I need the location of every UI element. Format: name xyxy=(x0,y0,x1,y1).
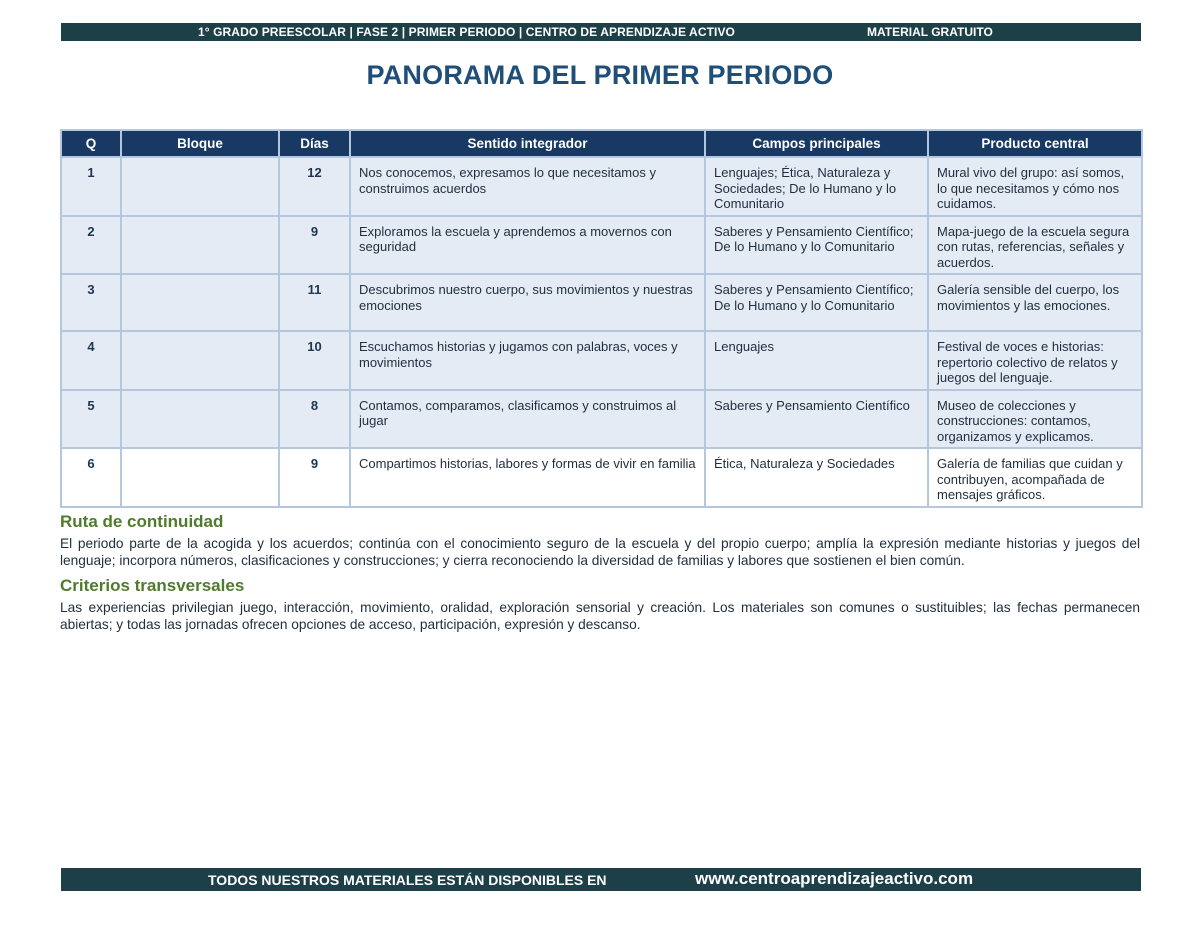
table-row xyxy=(61,216,1142,275)
bottom-banner xyxy=(61,868,1141,891)
cell-producto: Mapa-juego de la escuela segura con rutas, referencias, señales y acuerdos. xyxy=(928,216,1142,275)
cell-q: 2 xyxy=(61,216,121,275)
section-heading-ruta: Ruta de continuidad xyxy=(60,512,224,531)
cell-bloque xyxy=(121,331,279,390)
cell-campos: Lenguajes xyxy=(705,331,928,390)
page-title: PANORAMA DEL PRIMER PERIODO xyxy=(366,60,834,90)
cell-q: 4 xyxy=(61,331,121,390)
cell-bloque xyxy=(121,216,279,275)
cell-bloque xyxy=(121,390,279,449)
table-row xyxy=(61,331,1142,390)
column-header-dias: Días xyxy=(279,130,350,157)
cell-dias: 8 xyxy=(279,390,350,449)
top-banner xyxy=(61,23,1141,41)
column-header-sentido: Sentido integrador xyxy=(350,130,705,157)
cell-producto: Galería sensible del cuerpo, los movimientos y las emociones. xyxy=(928,274,1142,331)
section-text-criterios: Las experiencias privilegian juego, interacción, movimiento, oralidad, exploración sensorial y creación. Los materiales son comunes o sustituibles; las fechas permanecen abiertas; y todas las jornadas ofrecen opciones de acceso, participación, expresión y descanso. xyxy=(60,600,1140,632)
cell-dias: 10 xyxy=(279,331,350,390)
banner-free-material: MATERIAL GRATUITO xyxy=(867,25,993,39)
table-row xyxy=(61,390,1142,449)
column-header-producto: Producto central xyxy=(928,130,1142,157)
footer-website-link[interactable]: www.centroaprendizajeactivo.com xyxy=(695,869,974,888)
cell-dias: 9 xyxy=(279,216,350,275)
footer-label: TODOS NUESTROS MATERIALES ESTÁN DISPONIBLES EN xyxy=(208,872,607,888)
cell-dias: 9 xyxy=(279,448,350,507)
table-row xyxy=(61,157,1142,216)
cell-producto: Galería de familias que cuidan y contribuyen, acompañada de mensajes gráficos. xyxy=(928,448,1142,507)
cell-sentido: Escuchamos historias y jugamos con palabras, voces y movimientos xyxy=(350,331,705,390)
cell-campos: Saberes y Pensamiento Científico xyxy=(705,390,928,449)
cell-bloque xyxy=(121,448,279,507)
cell-campos: Saberes y Pensamiento Científico; De lo Humano y lo Comunitario xyxy=(705,216,928,275)
cell-producto: Museo de colecciones y construcciones: contamos, organizamos y explicamos. xyxy=(928,390,1142,449)
cell-q: 6 xyxy=(61,448,121,507)
cell-q: 5 xyxy=(61,390,121,449)
column-header-q: Q xyxy=(61,130,121,157)
cell-dias: 12 xyxy=(279,157,350,216)
cell-campos: Ética, Naturaleza y Sociedades xyxy=(705,448,928,507)
cell-dias: 11 xyxy=(279,274,350,331)
cell-sentido: Descubrimos nuestro cuerpo, sus movimientos y nuestras emociones xyxy=(350,274,705,331)
cell-producto: Festival de voces e historias: repertorio colectivo de relatos y juegos del lenguaje. xyxy=(928,331,1142,390)
section-heading-criterios: Criterios transversales xyxy=(60,576,245,595)
table-row xyxy=(61,274,1142,331)
table-row xyxy=(61,448,1142,507)
cell-sentido: Compartimos historias, labores y formas de vivir en familia xyxy=(350,448,705,507)
column-header-campos: Campos principales xyxy=(705,130,928,157)
cell-bloque xyxy=(121,157,279,216)
table-header-row xyxy=(61,130,1142,157)
cell-sentido: Exploramos la escuela y aprendemos a movernos con seguridad xyxy=(350,216,705,275)
cell-sentido: Nos conocemos, expresamos lo que necesitamos y construimos acuerdos xyxy=(350,157,705,216)
cell-q: 1 xyxy=(61,157,121,216)
cell-campos: Saberes y Pensamiento Científico; De lo Humano y lo Comunitario xyxy=(705,274,928,331)
banner-grade-info: 1° GRADO PREESCOLAR | FASE 2 | PRIMER PERIODO | CENTRO DE APRENDIZAJE ACTIVO xyxy=(198,25,735,39)
cell-bloque xyxy=(121,274,279,331)
cell-campos: Lenguajes; Ética, Naturaleza y Sociedades; De lo Humano y lo Comunitario xyxy=(705,157,928,216)
cell-sentido: Contamos, comparamos, clasificamos y construimos al jugar xyxy=(350,390,705,449)
cell-q: 3 xyxy=(61,274,121,331)
section-text-ruta: El periodo parte de la acogida y los acuerdos; continúa con el conocimiento seguro de la escuela y del propio cuerpo; amplía la expresión mediante historias y juegos del lenguaje; incorpora números, clasificaciones y construcciones; y cierra reconociendo la diversidad de familias y labores que sostienen el bien común. xyxy=(60,536,1140,568)
overview-table xyxy=(60,129,1143,508)
cell-producto: Mural vivo del grupo: así somos, lo que necesitamos y cómo nos cuidamos. xyxy=(928,157,1142,216)
column-header-bloque: Bloque xyxy=(121,130,279,157)
